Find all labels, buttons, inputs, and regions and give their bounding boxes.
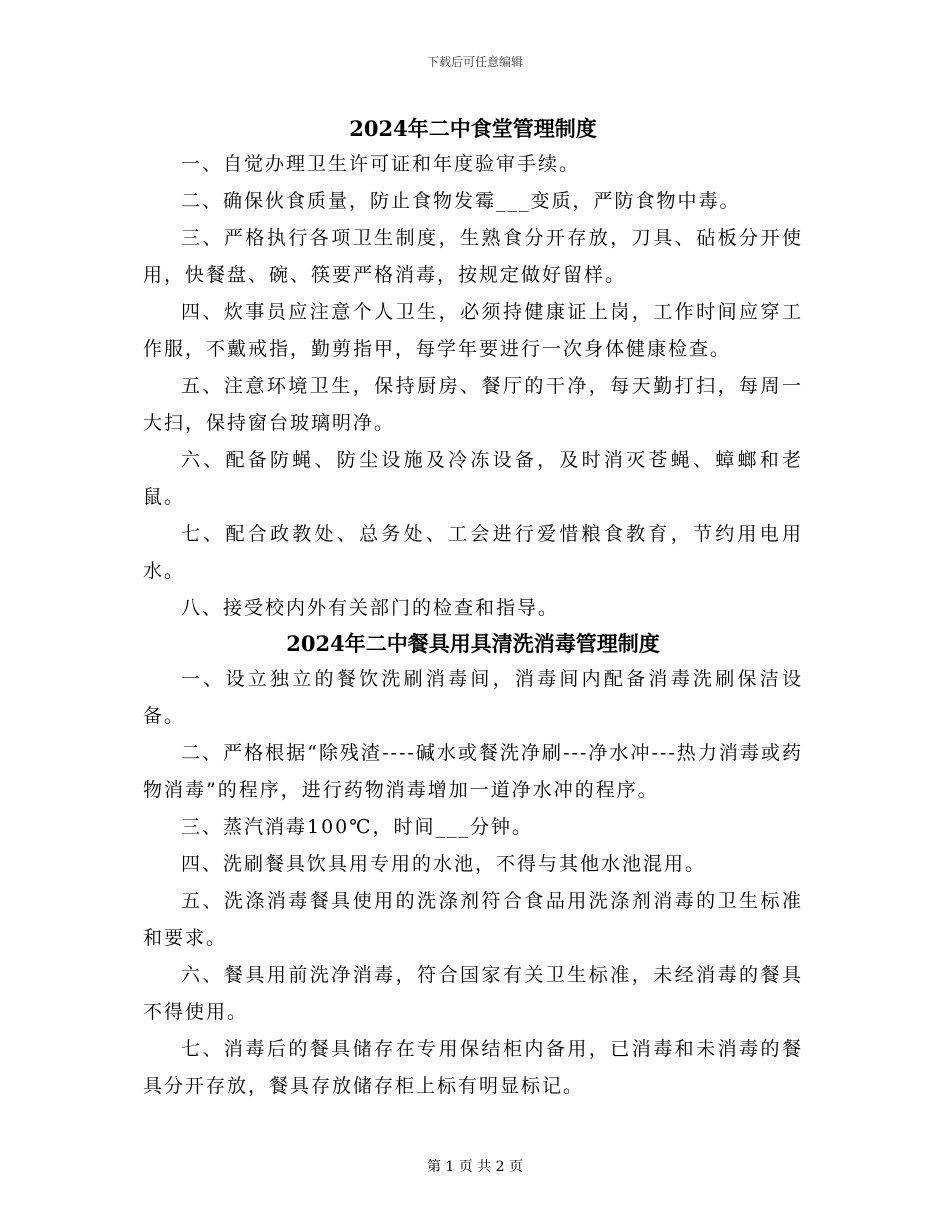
rule-paragraph: 二、严格根据“除残渣----碱水或餐洗净刷---净水冲---热力消毒或药物消毒”的程序，进行药物消毒增加一道净水冲的程序。 [143, 742, 803, 801]
header-note: 下载后可任意编辑 [426, 55, 523, 69]
title-tableware-disinfection-rules: 2024年二中餐具用具清洗消毒管理制度 [286, 631, 660, 656]
rule-paragraph: 七、配合政教处、总务处、工会进行爱惜粮食教育，节约用电用水。 [143, 523, 803, 582]
rule-paragraph: 四、洗刷餐具饮具用专用的水池，不得与其他水池混用。 [181, 853, 707, 875]
rule-paragraph: 七、消毒后的餐具储存在专用保结柜内备用，已消毒和未消毒的餐具分开存放，餐具存放储存柜上标有明显标记。 [143, 1038, 803, 1097]
rule-paragraph: 六、餐具用前洗净消毒，符合国家有关卫生标准，未经消毒的餐具不得使用。 [143, 964, 803, 1023]
rule-paragraph: 五、洗涤消毒餐具使用的洗涤剂符合食品用洗涤剂消毒的卫生标准和要求。 [143, 890, 803, 949]
rule-paragraph: 五、注意环境卫生，保持厨房、餐厅的干净，每天勤打扫，每周一大扫，保持窗台玻璃明净。 [143, 375, 803, 434]
rule-paragraph: 八、接受校内外有关部门的检查和指导。 [181, 597, 560, 619]
title-canteen-rules: 2024年二中食堂管理制度 [349, 116, 597, 141]
rule-paragraph: 二、确保伙食质量，防止食物发霉___变质，严防食物中毒。 [181, 190, 741, 212]
rule-paragraph: 一、设立独立的餐饮洗刷消毒间，消毒间内配备消毒洗刷保洁设备。 [143, 668, 803, 727]
rule-paragraph: 一、自觉办理卫生许可证和年度验审手续。 [181, 153, 581, 175]
rule-paragraph: 四、炊事员应注意个人卫生，必须持健康证上岗，工作时间应穿工作服，不戴戒指，勤剪指甲，每学年要进行一次身体健康检查。 [143, 301, 803, 360]
page-number-footer: 第 1 页 共 2 页 [426, 1159, 524, 1175]
rule-paragraph: 六、配备防蝇、防尘设施及冷冻设备，及时消灭苍蝇、蟑螂和老鼠。 [143, 449, 803, 508]
document-body [143, 112, 803, 1105]
rule-paragraph: 三、严格执行各项卫生制度，生熟食分开存放，刀具、砧板分开使用，快餐盘、碗、筷要严格消毒，按规定做好留样。 [143, 227, 803, 286]
rule-paragraph: 三、蒸汽消毒100℃，时间___分钟。 [181, 816, 534, 838]
